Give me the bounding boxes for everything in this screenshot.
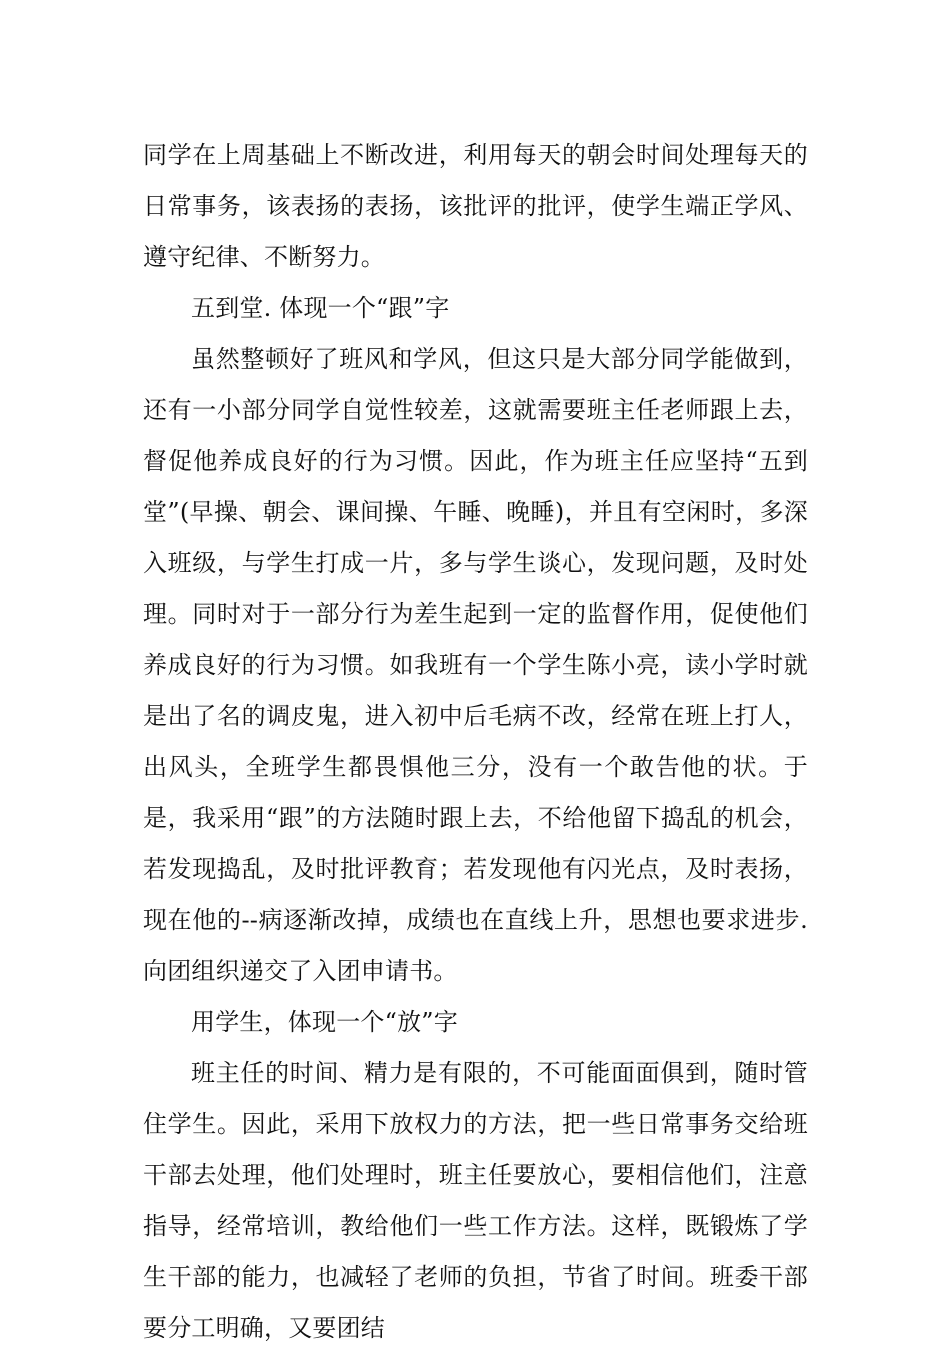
paragraph-attendance: 虽然整顿好了班风和学风，但这只是大部分同学能做到，还有一小部分同学自觉性较差，这就需要班主任老师跟上去，督促他养成良好的行为习惯。因此，作为班主任应坚持“五到堂”(早操、朝会、课间操、午睡、晚睡)，并且有空闲时，多深入班级，与学生打成一片，多与学生谈心，发现问题，及时处理。同时对于一部分行为差生起到一定的监督作用，促使他们养成良好的行为习惯。如我班有一个学生陈小亮，读小学时就是出了名的调皮鬼，进入初中后毛病不改，经常在班上打人，出风头，全班学生都畏惧他三分，没有一个敢告他的状。于是，我采用“跟”的方法随时跟上去，不给他留下捣乱的机会，若发现捣乱，及时批评教育；若发现他有闪光点，及时表扬，现在他的--病逐渐改掉，成绩也在直线上升，思想也要求进步. 向团组织递交了入团申请书。	[143, 345, 808, 985]
paragraph-continuation: 同学在上周基础上不断改进，利用每天的朝会时间处理每天的日常事务，该表扬的表扬，该批评的批评，使学生端正学风、遵守纪律、不断努力。	[143, 141, 808, 271]
document-body	[143, 130, 808, 1354]
paragraph-delegation: 班主任的时间、精力是有限的，不可能面面俱到，随时管住学生。因此，采用下放权力的方法，把一些日常事务交给班干部去处理，他们处理时，班主任要放心，要相信他们，注意指导，经常培训，教给他们一些工作方法。这样，既锻炼了学生干部的能力，也减轻了老师的负担，节省了时间。班委干部要分工明确，又要团结	[143, 1059, 808, 1342]
section-heading-attendance: 五到堂. 体现一个“跟”字	[191, 294, 450, 322]
section-heading-delegation: 用学生，体现一个“放”字	[191, 1008, 458, 1036]
